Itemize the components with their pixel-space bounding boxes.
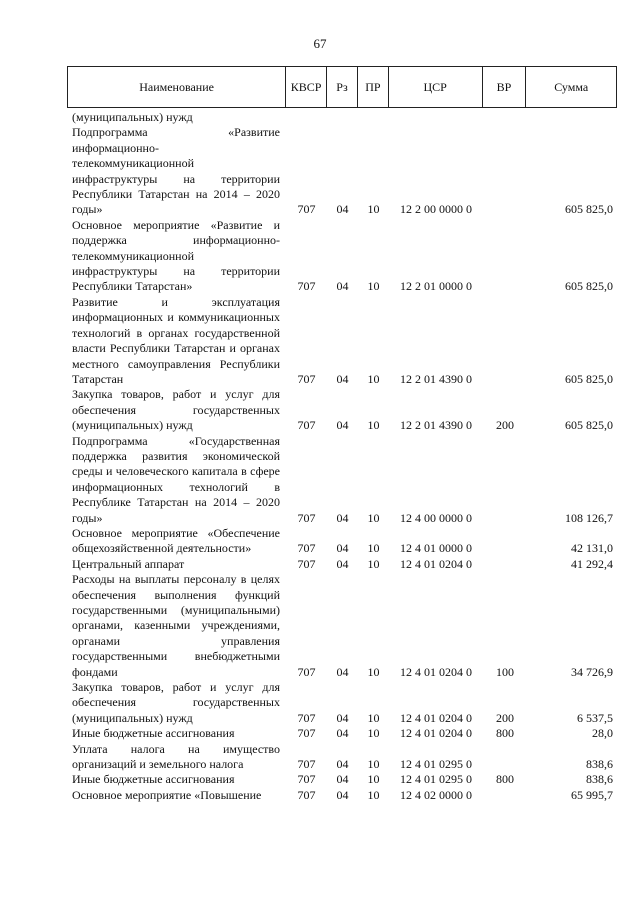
cell-pr: 10 — [367, 510, 380, 525]
cell-sum: 34 726,9 — [571, 664, 613, 679]
cell-pr: 10 — [367, 710, 380, 725]
cell-pr: 10 — [367, 772, 380, 787]
cell-name: Иные бюджетные ассигнования — [72, 772, 235, 787]
cell-vr: 800 — [496, 726, 514, 741]
cell-csr: 12 4 01 0204 0 — [400, 710, 472, 725]
cell-rz: 04 — [336, 787, 349, 802]
table-row — [67, 295, 617, 387]
cell-rz: 04 — [336, 710, 349, 725]
cell-kvsr: 707 — [297, 787, 316, 802]
cell-vr: 800 — [496, 772, 514, 787]
column-header-kvsr: КВСР — [286, 67, 327, 107]
cell-pr: 10 — [367, 726, 380, 741]
cell-pr: 10 — [367, 371, 380, 386]
cell-name: Закупка товаров, работ и услуг для обеспечения государственных (муниципальных) нужд — [72, 387, 280, 433]
cell-rz: 04 — [336, 279, 349, 294]
column-header-vr: ВР — [483, 67, 527, 107]
cell-name: Подпрограмма «Развитие информационно-телекоммуникационной инфраструктуры на территории Республики Татарстан на 2014 – 2020 годы» — [72, 125, 280, 217]
cell-csr: 12 4 01 0204 0 — [400, 664, 472, 679]
table-row — [67, 110, 617, 125]
cell-name: (муниципальных) нужд — [72, 110, 193, 124]
cell-kvsr: 707 — [297, 556, 316, 571]
cell-csr: 12 4 01 0204 0 — [400, 726, 472, 741]
cell-name: Развитие и эксплуатация информационных и коммуникационных технологий в органах государственной власти Республики Татарстан и органах местного самоуправления Республики Татарстан — [72, 294, 280, 386]
cell-rz: 04 — [336, 757, 349, 772]
table-row — [67, 772, 617, 787]
cell-rz: 04 — [336, 202, 349, 217]
column-header-sum: Сумма — [554, 79, 589, 94]
cell-name: Основное мероприятие «Повышение — [72, 787, 262, 802]
table-header — [67, 66, 617, 108]
cell-csr: 12 2 01 4390 0 — [400, 371, 472, 386]
table-row — [67, 572, 617, 680]
cell-csr: 12 4 01 0295 0 — [400, 772, 472, 787]
table-row — [67, 557, 617, 572]
cell-csr: 12 2 01 4390 0 — [400, 418, 472, 433]
cell-sum: 838,6 — [586, 757, 613, 772]
cell-kvsr: 707 — [297, 710, 316, 725]
cell-sum: 838,6 — [586, 772, 613, 787]
cell-kvsr: 707 — [297, 279, 316, 294]
cell-sum: 605 825,0 — [565, 279, 613, 294]
column-header-name: Наименование — [68, 67, 286, 107]
cell-vr: 100 — [496, 664, 514, 679]
cell-csr: 12 4 01 0204 0 — [400, 556, 472, 571]
column-header-pr: ПР — [358, 67, 389, 107]
cell-sum: 605 825,0 — [565, 418, 613, 433]
budget-table — [67, 66, 617, 803]
cell-pr: 10 — [367, 556, 380, 571]
column-header-csr: ЦСР — [389, 67, 483, 107]
cell-kvsr: 707 — [297, 510, 316, 525]
cell-kvsr: 707 — [297, 418, 316, 433]
cell-rz: 04 — [336, 541, 349, 556]
cell-rz: 04 — [336, 726, 349, 741]
table-body — [67, 110, 617, 803]
cell-pr: 10 — [367, 787, 380, 802]
cell-csr: 12 2 01 0000 0 — [400, 279, 472, 294]
cell-vr: 200 — [496, 710, 514, 725]
cell-pr: 10 — [367, 418, 380, 433]
cell-sum: 28,0 — [592, 726, 613, 741]
cell-kvsr: 707 — [297, 541, 316, 556]
table-row — [67, 526, 617, 557]
cell-vr: 200 — [496, 418, 514, 433]
cell-name: Закупка товаров, работ и услуг для обеспечения государственных (муниципальных) нужд — [72, 680, 280, 725]
cell-kvsr: 707 — [297, 664, 316, 679]
cell-name: Подпрограмма «Государственная поддержка развития экономической среды и человеческого капитала в сфере информационных технологий в Республике Татарстан на 2014 – 2020 годы» — [72, 433, 280, 525]
cell-kvsr: 707 — [297, 371, 316, 386]
table-row — [67, 125, 617, 217]
cell-sum: 605 825,0 — [565, 202, 613, 217]
cell-csr: 12 4 01 0000 0 — [400, 541, 472, 556]
cell-sum: 6 537,5 — [577, 710, 613, 725]
table-row — [67, 726, 617, 741]
page-number: 67 — [313, 36, 327, 51]
cell-kvsr: 707 — [297, 202, 316, 217]
cell-rz: 04 — [336, 556, 349, 571]
cell-sum: 41 292,4 — [571, 556, 613, 571]
cell-kvsr: 707 — [297, 726, 316, 741]
cell-pr: 10 — [367, 279, 380, 294]
cell-pr: 10 — [367, 664, 380, 679]
cell-sum: 108 126,7 — [565, 510, 613, 525]
table-row — [67, 387, 617, 433]
cell-rz: 04 — [336, 418, 349, 433]
cell-sum: 65 995,7 — [571, 787, 613, 802]
cell-pr: 10 — [367, 541, 380, 556]
cell-name: Основное мероприятие «Развитие и поддержка информационно-телекоммуникационной инфраструктуры на территории Республики Татарстан» — [72, 217, 280, 294]
cell-kvsr: 707 — [297, 757, 316, 772]
cell-rz: 04 — [336, 371, 349, 386]
cell-rz: 04 — [336, 664, 349, 679]
cell-pr: 10 — [367, 757, 380, 772]
cell-csr: 12 2 00 0000 0 — [400, 202, 472, 217]
cell-csr: 12 4 02 0000 0 — [400, 787, 472, 802]
cell-sum: 42 131,0 — [571, 541, 613, 556]
cell-name: Расходы на выплаты персоналу в целях обеспечения выполнения функций государственными (муниципальными) органами, казенными учреждениями, органами управления государственными внебюджетными фондами — [72, 572, 280, 679]
cell-csr: 12 4 00 0000 0 — [400, 510, 472, 525]
table-row — [67, 680, 617, 726]
table-row — [67, 742, 617, 773]
cell-rz: 04 — [336, 510, 349, 525]
cell-sum: 605 825,0 — [565, 371, 613, 386]
cell-name: Центральный аппарат — [72, 556, 185, 571]
cell-csr: 12 4 01 0295 0 — [400, 757, 472, 772]
cell-kvsr: 707 — [297, 772, 316, 787]
cell-name: Основное мероприятие «Обеспечение общехозяйственной деятельности» — [72, 525, 280, 556]
cell-name: Иные бюджетные ассигнования — [72, 726, 235, 741]
table-row — [67, 788, 617, 803]
column-header-rz: Рз — [327, 67, 358, 107]
cell-rz: 04 — [336, 772, 349, 787]
table-row — [67, 434, 617, 526]
table-row — [67, 218, 617, 295]
cell-name: Уплата налога на имущество организаций и земельного налога — [72, 741, 280, 772]
cell-pr: 10 — [367, 202, 380, 217]
